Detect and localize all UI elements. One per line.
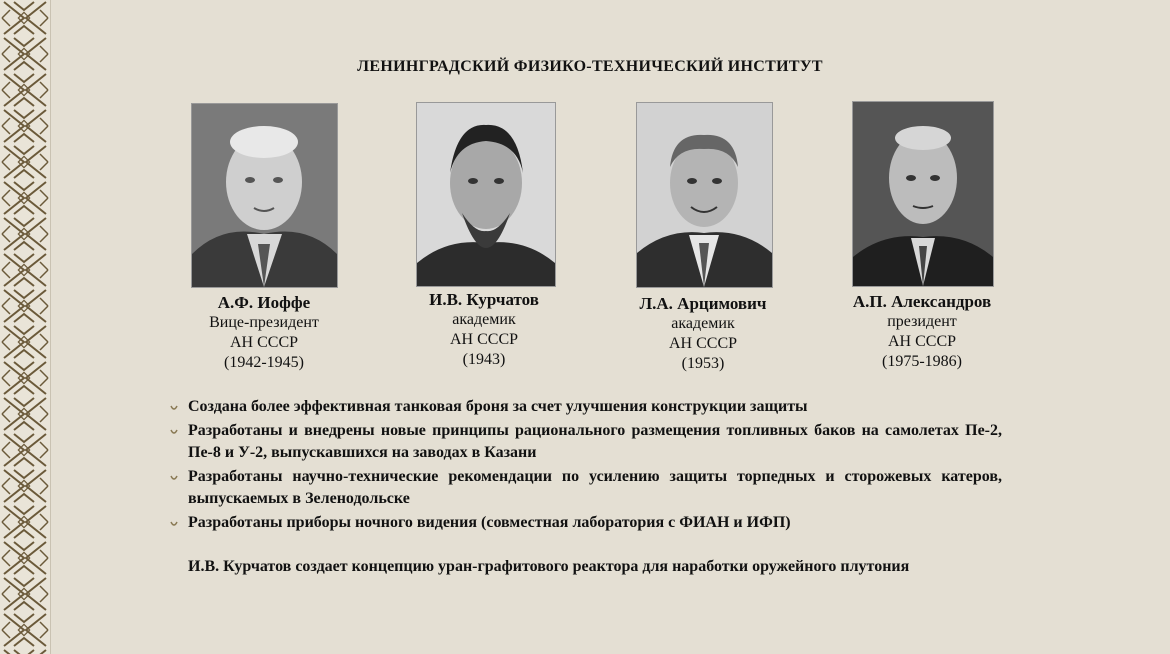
list-item — [170, 512, 1002, 534]
border-pattern — [0, 0, 50, 654]
kurchatov-note: И.В. Курчатов создает концепцию уран-графитового реактора для наработки оружейного плутония — [188, 558, 910, 575]
portrait-artsimovich — [636, 102, 773, 288]
person-name: И.В. Курчатов — [429, 290, 539, 309]
portrait-aleksandrov — [852, 101, 994, 287]
person-years: (1953) — [681, 355, 725, 372]
person-years: (1942-1945) — [224, 354, 304, 371]
list-item-text: Разработаны приборы ночного видения (совместная лаборатория с ФИАН и ИФП) — [188, 514, 791, 531]
bullet-icon — [170, 404, 178, 412]
decorative-border — [0, 0, 51, 654]
person-name: А.П. Александров — [852, 292, 992, 311]
person-role: президент — [887, 313, 957, 330]
caption-artsimovich — [603, 294, 803, 374]
person-role: академик — [671, 315, 735, 332]
list-item — [170, 466, 1002, 510]
list-item-text: Создана более эффективная танковая броня за счет улучшения конструкции защиты — [188, 398, 808, 415]
list-item-text: Разработаны научно-технические рекомендации по усилению защиты торпедных и сторожевых катеров, выпускаемых в Зеленодольске — [188, 468, 1002, 507]
achievements-list — [170, 396, 1002, 536]
person-org: АН СССР — [668, 335, 738, 352]
person-years: (1943) — [462, 351, 506, 368]
person-role: Вице-президент — [209, 314, 319, 331]
person-org: АН СССР — [449, 331, 519, 348]
caption-kurchatov — [384, 290, 584, 370]
portrait-kurchatov — [416, 102, 556, 287]
portrait-ioffe — [191, 103, 338, 288]
bullet-icon — [170, 520, 178, 528]
caption-ioffe — [164, 293, 364, 373]
caption-aleksandrov — [822, 292, 1022, 372]
list-item — [170, 396, 1002, 418]
person-org: АН СССР — [229, 334, 299, 351]
person-years: (1975-1986) — [882, 353, 962, 370]
list-item — [170, 420, 1002, 464]
person-name: Л.А. Арцимович — [639, 294, 767, 313]
person-role: академик — [452, 311, 516, 328]
page-title: ЛЕНИНГРАДСКИЙ ФИЗИКО-ТЕХНИЧЕСКИЙ ИНСТИТУТ — [357, 58, 823, 75]
person-org: АН СССР — [887, 333, 957, 350]
bullet-icon — [170, 474, 178, 482]
bullet-icon — [170, 428, 178, 436]
person-name: А.Ф. Иоффе — [217, 293, 311, 312]
list-item-text: Разработаны и внедрены новые принципы рационального размещения топливных баков на самолетах Пе-2, Пе-8 и У-2, выпускавшихся на заводах в Казани — [188, 422, 1002, 461]
